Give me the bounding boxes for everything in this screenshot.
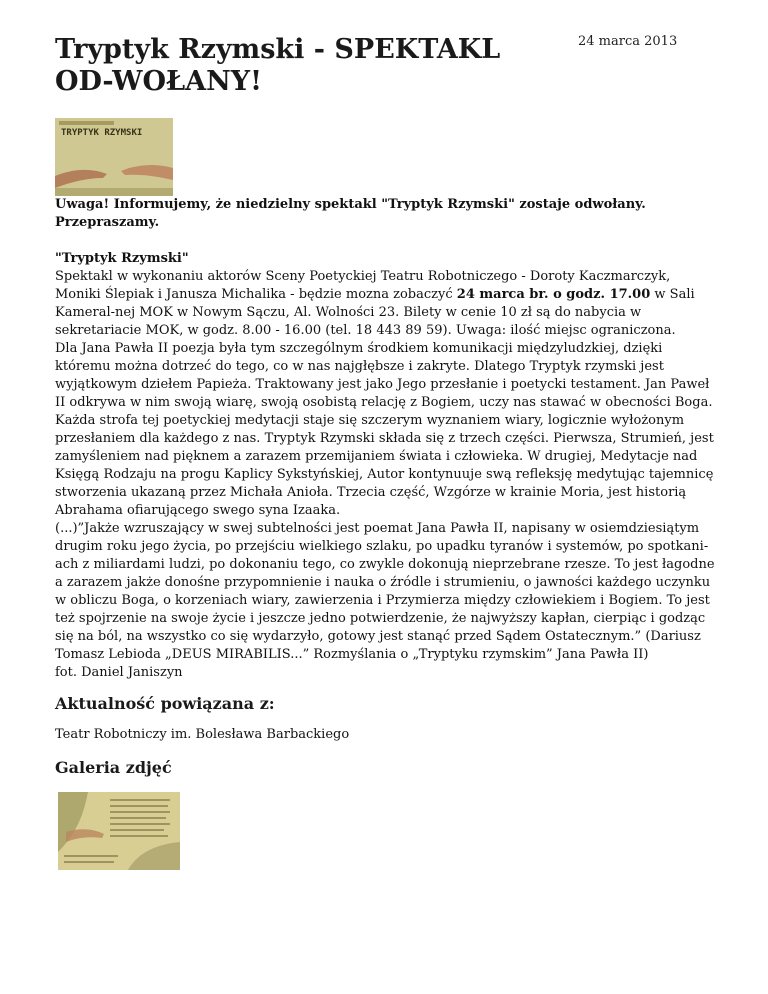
body-paragraph-1: Dla Jana Pawła II poezja była tym szczególnym środkiem komunikacji międzyludzkiej, dzięki któremu można dotrzeć do tego, co w nas najgłębsze i zakryte. Dlatego Tryptyk rzymski jest wyjątkowym dziełem Papieża. Traktowany jest jako Jego przesłanie i poetycki testament. Jan Paweł II odkrywa w nim swoją wiarę, swoją osobistą relację z Bogiem, uczy nas stawać w obecności Boga. Każda strofa tej poetyckiej medytacji staje się szczerym wyznaniem wiary, logicznie wyłożonym przesłaniem dla każdego z nas. Tryptyk Rzymski składa się z trzech części. Pierwsza, Strumień, jest zamyśleniem nad pięknem a zarazem przemijaniem świata i człowieka. W drugiej, Medytacje nad Księgą Rodzaju na progu Kaplicy Sykstyńskiej, Autor kontynuuje swą refleksję medytując tajemnicę stworzenia ukazaną przez Michała Anioła. Trzecia część, Wzgórze w krainie Moria, jest historią Abrahama ofiarującego swego syna Izaaka. xyxy=(55,341,714,518)
body-paragraph-2: (...)”Jakże wzruszający w swej subtelności jest poemat Jana Pawła II, napisany w osiemdziesiątym drugim roku jego życia, po przejściu wielkiego szlaku, po upadku tyranów i systemów, po spotkani-ach z miliardami ludzi, po dokonaniu tego, co zwykle dokonują nieprzebrane rzesze. To jest łagodne a zarazem jakże donośne przypomnienie i nauka o źródle i strumieniu, o jawności każdego uczynku w obliczu Boga, o korzeniach wiary, zawierzenia i Przymierza między człowiekiem i Bogiem. To jest też spojrzenie na swoje życie i jeszcze jedno potwierdzenie, że najwyższy kapłan, cierpiąc i godząc się na ból, na wszystko co się wydarzyło, gotowy jest stanąć przed Sądem Ostatecznym.” (Dariusz Tomasz Lebioda „DEUS MIRABILIS...” Rozmyślania o „Tryptyku rzymskim” Jana Pawła II) xyxy=(55,521,715,662)
event-info-title: "Tryptyk Rzymski" xyxy=(55,251,189,266)
event-info-datetime: 24 marca br. o godz. 17.00 xyxy=(456,287,651,302)
article-body xyxy=(55,340,715,682)
page-title: Tryptyk Rzymski - SPEKTAKL OD-WOŁANY! xyxy=(55,34,501,97)
gallery-thumbnail[interactable] xyxy=(58,792,180,870)
lead-notice: Uwaga! Informujemy, że niedzielny spektakl "Tryptyk Rzymski" zostaje odwołany. Przepraszamy. xyxy=(55,197,646,230)
creation-of-adam-image xyxy=(55,118,173,196)
main-image-caption: TRYPTYK RZYMSKI xyxy=(61,128,143,138)
related-heading: Aktualność powiązana z: xyxy=(55,694,275,713)
event-info-text-2: w Sali Kameral-nej MOK w Nowym Sączu, Al. Wolności 23. Bilety w cenie 10 zł są do nabycia w sekretariacie MOK, w godz. 8.00 - 16.00 (tel. 18 443 89 59). Uwaga: ilość miejsc ograniczona. xyxy=(55,287,695,338)
gallery-heading: Galeria zdjęć xyxy=(55,758,172,777)
article-date: 24 marca 2013 xyxy=(578,34,678,49)
related-link[interactable]: Teatr Robotniczy im. Bolesława Barbackiego xyxy=(55,727,350,742)
article-main-image[interactable] xyxy=(55,118,173,196)
event-info xyxy=(55,250,715,340)
event-info-text-1: Spektakl w wykonaniu aktorów Sceny Poetyckiej Teatru Robotniczego - Doroty Kaczmarczyk, Moniki Ślepiak i Janusza Michalika - będzie mozna zobaczyć xyxy=(55,269,671,302)
gallery-image xyxy=(58,792,180,870)
photo-credit: fot. Daniel Janiszyn xyxy=(55,665,183,680)
